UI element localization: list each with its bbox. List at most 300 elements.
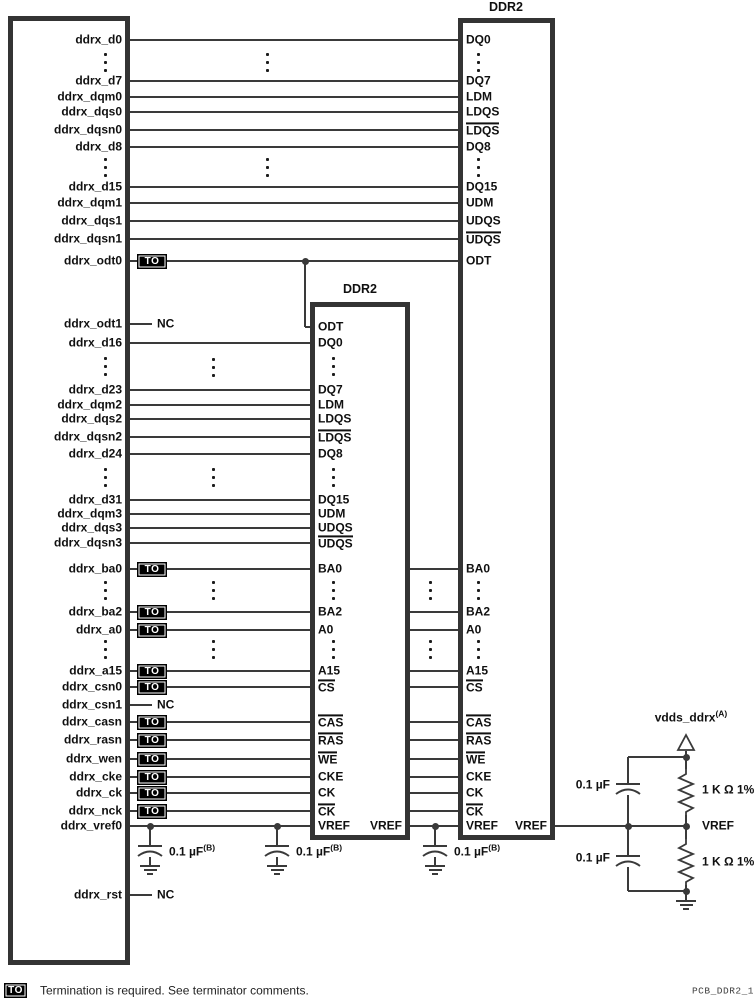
wire — [130, 39, 458, 41]
pin-mid-right-VREF-text: VREF — [369, 818, 402, 833]
wire — [130, 704, 152, 706]
ellipsis-dots — [104, 166, 107, 169]
pin-mid-A15 — [318, 664, 340, 677]
signal-label-ddrx_dqs2 — [61, 412, 122, 425]
ground-symbol — [683, 908, 689, 910]
signal-label-ddrx_dqsn1-text: ddrx_dqsn1 — [53, 231, 122, 246]
pin-right-CK-text: CK — [466, 804, 484, 819]
signal-label-ddrx_ba2-text: ddrx_ba2 — [68, 604, 122, 619]
ellipsis-dots — [266, 53, 269, 56]
wire — [627, 867, 629, 891]
pin-mid-right-VREF — [370, 819, 402, 832]
ellipsis-dots — [212, 484, 215, 487]
pin-mid-RAS-text: RAS — [318, 733, 344, 748]
pin-mid-UDQS-text: UDQS — [318, 536, 353, 551]
vref-node-label — [702, 819, 734, 832]
ellipsis-dots — [104, 174, 107, 177]
pin-right-UDQS — [466, 231, 501, 246]
pin-right-RAS-text: RAS — [466, 733, 492, 748]
ellipsis-dots — [104, 581, 107, 584]
ellipsis-dots — [104, 476, 107, 479]
ellipsis-dots — [429, 581, 432, 584]
ground-symbol — [267, 865, 287, 867]
pin-right-DQ8 — [466, 140, 491, 153]
to-marker: TO — [137, 804, 167, 819]
pin-mid-UDQS — [318, 535, 353, 550]
legend-text: Termination is required. See terminator comments. — [40, 983, 309, 998]
ellipsis-dots — [332, 648, 335, 651]
signal-label-ddrx_dqsn0-text: ddrx_dqsn0 — [53, 122, 122, 137]
signal-label-ddrx_d0-text: ddrx_d0 — [75, 32, 122, 47]
ellipsis-dots — [266, 61, 269, 64]
wire — [130, 96, 458, 98]
signal-label-ddrx_odt1-text: ddrx_odt1 — [63, 316, 122, 331]
to-marker: TO — [137, 786, 167, 801]
pin-right-UDQS-text: UDQS — [466, 232, 501, 247]
ground-symbol — [429, 869, 442, 871]
pin-mid-DQ7-text: DQ7 — [318, 382, 343, 397]
to-marker: TO — [137, 623, 167, 638]
supply-label — [654, 708, 728, 725]
signal-label-ddrx_ck — [76, 786, 122, 799]
wire — [130, 186, 458, 188]
ellipsis-dots — [104, 365, 107, 368]
signal-label-ddrx_d31 — [69, 493, 122, 506]
ellipsis-dots — [429, 656, 432, 659]
ellipsis-dots — [332, 640, 335, 643]
ellipsis-dots — [332, 468, 335, 471]
signal-label-ddrx_dqm0 — [57, 90, 122, 103]
ellipsis-dots — [477, 581, 480, 584]
capacitor — [137, 844, 163, 858]
pin-mid-ODT-text: ODT — [318, 319, 344, 334]
pin-right-VREF-text: VREF — [466, 818, 499, 833]
ellipsis-dots — [477, 656, 480, 659]
signal-label-ddrx_ba0-text: ddrx_ba0 — [68, 561, 122, 576]
supply-label-sup: (A) — [715, 708, 728, 719]
signal-label-ddrx_dqm1-text: ddrx_dqm1 — [57, 195, 122, 210]
signal-label-ddrx_cke — [69, 770, 122, 783]
pin-right-A0 — [466, 623, 481, 636]
pin-right-A15 — [466, 664, 488, 677]
watermark: PCB_DDR2_1 — [691, 985, 754, 997]
signal-label-ddrx_vref0 — [61, 819, 122, 832]
right-chip-title: DDR2 — [488, 0, 524, 15]
pin-mid-CK — [318, 803, 335, 818]
legend-to-marker: TO — [4, 983, 27, 998]
signal-label-ddrx_a15 — [69, 664, 122, 677]
pin-right-DQ15-text: DQ15 — [466, 179, 498, 194]
mid-chip-title: DDR2 — [342, 282, 378, 297]
pin-right-UDM — [466, 196, 493, 209]
signal-label-ddrx_nck — [69, 804, 122, 817]
wire — [410, 721, 458, 723]
pin-right-CK — [466, 786, 483, 799]
pin-mid-LDM — [318, 398, 344, 411]
wire — [130, 894, 152, 896]
pin-mid-UDQS-text: UDQS — [318, 520, 353, 535]
capacitor-label — [169, 842, 216, 859]
pin-mid-DQ8 — [318, 447, 343, 460]
capacitor-label-sup: (B) — [330, 842, 343, 853]
wire — [130, 404, 310, 406]
signal-label-ddrx_dqm2-text: ddrx_dqm2 — [57, 397, 122, 412]
nc-label-ddrx_csn1 — [157, 698, 174, 711]
wire — [304, 261, 306, 327]
signal-label-ddrx_odt0-text: ddrx_odt0 — [63, 253, 122, 268]
pin-right-right-VREF — [515, 819, 547, 832]
pin-right-LDQS-text: LDQS — [466, 123, 500, 138]
pin-right-BA0 — [466, 562, 490, 575]
signal-label-ddrx_ck-text: ddrx_ck — [75, 785, 122, 800]
pin-right-ODT-text: ODT — [466, 253, 492, 268]
wire — [276, 826, 278, 846]
wire — [167, 670, 310, 672]
ground-symbol — [676, 900, 696, 902]
wire — [167, 260, 458, 262]
signal-label-ddrx_a15-text: ddrx_a15 — [69, 663, 122, 678]
signal-label-ddrx_csn1-text: ddrx_csn1 — [61, 697, 122, 712]
ellipsis-dots — [104, 468, 107, 471]
ellipsis-dots — [477, 158, 480, 161]
capacitor-label-sup: (B) — [203, 842, 216, 853]
ellipsis-dots — [429, 597, 432, 600]
signal-label-ddrx_d8 — [75, 140, 122, 153]
signal-label-ddrx_odt0 — [64, 254, 122, 267]
ground-symbol — [680, 904, 693, 906]
capacitor — [264, 844, 290, 858]
signal-label-ddrx_casn-text: ddrx_casn — [61, 714, 122, 729]
pin-mid-LDQS — [318, 412, 351, 425]
nc-label-ddrx_odt1-text: NC — [157, 316, 175, 331]
pin-right-CS-text: CS — [466, 680, 483, 695]
pin-mid-CAS — [318, 714, 343, 729]
pin-mid-A0-text: A0 — [318, 622, 334, 637]
signal-label-ddrx_d16 — [69, 336, 122, 349]
pin-right-DQ7-text: DQ7 — [466, 73, 491, 88]
wire — [130, 220, 458, 222]
signal-label-ddrx_cke-text: ddrx_cke — [69, 769, 122, 784]
signal-label-ddrx_dqsn2-text: ddrx_dqsn2 — [53, 429, 122, 444]
pin-right-BA0-text: BA0 — [466, 561, 491, 576]
wire — [167, 568, 310, 570]
ellipsis-dots — [212, 366, 215, 369]
signal-label-ddrx_d31-text: ddrx_d31 — [68, 492, 122, 507]
wire — [130, 238, 458, 240]
wire — [167, 629, 310, 631]
signal-label-ddrx_dqs3 — [61, 521, 122, 534]
capacitor-label-sup: (B) — [488, 842, 501, 853]
pin-right-CK-text: CK — [466, 785, 484, 800]
wire — [410, 810, 458, 812]
pin-right-CKE-text: CKE — [466, 769, 492, 784]
wire — [130, 527, 310, 529]
wire — [130, 568, 137, 570]
pin-mid-CK — [318, 786, 335, 799]
ellipsis-dots — [477, 640, 480, 643]
wire — [628, 756, 686, 758]
ellipsis-dots — [429, 648, 432, 651]
signal-label-ddrx_d15-text: ddrx_d15 — [68, 179, 122, 194]
nc-label-ddrx_odt1 — [157, 317, 174, 330]
ellipsis-dots — [104, 656, 107, 659]
wire — [130, 80, 458, 82]
pin-right-UDM-text: UDM — [466, 195, 494, 210]
signal-label-ddrx_dqm0-text: ddrx_dqm0 — [57, 89, 122, 104]
pin-right-VREF — [466, 819, 498, 832]
ellipsis-dots — [104, 357, 107, 360]
pin-mid-DQ0-text: DQ0 — [318, 335, 343, 350]
to-marker: TO — [137, 733, 167, 748]
pin-mid-DQ15 — [318, 493, 349, 506]
pin-mid-UDM — [318, 507, 345, 520]
signal-label-ddrx_d8-text: ddrx_d8 — [75, 139, 122, 154]
nc-label-ddrx_rst — [157, 888, 174, 901]
pin-right-DQ0 — [466, 33, 491, 46]
signal-label-ddrx_nck-text: ddrx_nck — [68, 803, 122, 818]
ellipsis-dots — [212, 597, 215, 600]
pin-mid-RAS — [318, 732, 343, 747]
signal-label-ddrx_csn0-text: ddrx_csn0 — [61, 679, 122, 694]
wire — [130, 323, 152, 325]
pin-right-A15-text: A15 — [466, 663, 489, 678]
ground-symbol — [144, 869, 157, 871]
wire — [410, 739, 458, 741]
ground-symbol — [425, 865, 445, 867]
signal-label-ddrx_dqm1 — [57, 196, 122, 209]
pin-right-CAS-text: CAS — [466, 715, 492, 730]
pin-mid-CS-text: CS — [318, 680, 335, 695]
pin-right-DQ15 — [466, 180, 497, 193]
ellipsis-dots — [212, 476, 215, 479]
pin-mid-DQ8-text: DQ8 — [318, 446, 343, 461]
capacitor-label — [296, 842, 343, 859]
ellipsis-dots — [477, 597, 480, 600]
ellipsis-dots — [477, 69, 480, 72]
signal-label-ddrx_wen-text: ddrx_wen — [65, 751, 122, 766]
ellipsis-dots — [429, 640, 432, 643]
pin-right-DQ7 — [466, 74, 491, 87]
wire — [130, 721, 137, 723]
wire — [627, 827, 629, 856]
signal-label-ddrx_d24-text: ddrx_d24 — [68, 446, 122, 461]
divider-cap-label-text: 0.1 µF — [575, 850, 610, 865]
ellipsis-dots — [212, 581, 215, 584]
signal-label-ddrx_rasn — [64, 733, 122, 746]
ellipsis-dots — [104, 648, 107, 651]
wire — [410, 758, 458, 760]
signal-label-ddrx_dqm2 — [57, 398, 122, 411]
signal-label-ddrx_dqs1 — [61, 214, 122, 227]
pin-right-LDM-text: LDM — [466, 89, 492, 104]
ellipsis-dots — [266, 69, 269, 72]
pin-right-BA2-text: BA2 — [466, 604, 491, 619]
divider-cap-label — [576, 851, 610, 864]
ground-symbol — [274, 873, 280, 875]
signal-label-ddrx_rst-text: ddrx_rst — [73, 887, 122, 902]
ellipsis-dots — [212, 589, 215, 592]
signal-label-ddrx_csn1 — [62, 698, 122, 711]
ellipsis-dots — [332, 656, 335, 659]
supply-label-text: vdds_ddrx — [654, 710, 716, 725]
wire — [130, 776, 137, 778]
pin-mid-DQ7 — [318, 383, 343, 396]
ellipsis-dots — [332, 357, 335, 360]
ellipsis-dots — [104, 589, 107, 592]
wire — [130, 670, 137, 672]
wire — [167, 739, 310, 741]
wire — [130, 499, 310, 501]
wire — [167, 758, 310, 760]
wire — [130, 792, 137, 794]
pin-right-WE — [466, 751, 485, 766]
wire — [167, 686, 310, 688]
ellipsis-dots — [104, 597, 107, 600]
pin-mid-UDM-text: UDM — [318, 506, 346, 521]
ellipsis-dots — [212, 640, 215, 643]
ellipsis-dots — [212, 358, 215, 361]
ellipsis-dots — [477, 589, 480, 592]
divider-resistor-label-text: 1 K Ω 1% — [702, 854, 755, 869]
capacitor-label-text: 0.1 µF — [296, 844, 331, 859]
pin-mid-CKE — [318, 770, 343, 783]
wire — [130, 453, 310, 455]
wire — [130, 611, 137, 613]
pin-mid-ODT — [318, 320, 343, 333]
pin-right-DQ8-text: DQ8 — [466, 139, 491, 154]
to-marker: TO — [137, 752, 167, 767]
ellipsis-dots — [266, 174, 269, 177]
pin-mid-CS — [318, 679, 335, 694]
pin-right-right-VREF-text: VREF — [514, 818, 547, 833]
signal-label-ddrx_dqs2-text: ddrx_dqs2 — [61, 411, 122, 426]
wire — [130, 542, 310, 544]
signal-label-ddrx_dqsn2 — [54, 430, 122, 443]
pin-right-CAS — [466, 714, 491, 729]
pin-right-CS — [466, 679, 483, 694]
to-marker: TO — [137, 254, 167, 269]
pin-right-LDQS-text: LDQS — [466, 104, 500, 119]
signal-label-ddrx_d0 — [75, 33, 122, 46]
signal-label-ddrx_odt1 — [64, 317, 122, 330]
wire — [410, 792, 458, 794]
wire — [627, 757, 629, 784]
wire — [167, 721, 310, 723]
signal-label-ddrx_d24 — [69, 447, 122, 460]
signal-label-ddrx_dqs1-text: ddrx_dqs1 — [61, 213, 122, 228]
pin-right-BA2 — [466, 605, 490, 618]
ellipsis-dots — [266, 166, 269, 169]
pin-mid-CAS-text: CAS — [318, 715, 344, 730]
pin-right-UDQS-text: UDQS — [466, 213, 501, 228]
to-marker: TO — [137, 770, 167, 785]
pin-right-ODT — [466, 254, 491, 267]
pin-mid-A15-text: A15 — [318, 663, 341, 678]
ellipsis-dots — [332, 373, 335, 376]
ellipsis-dots — [104, 484, 107, 487]
pin-mid-LDQS-text: LDQS — [318, 411, 352, 426]
power-triangle — [677, 733, 695, 752]
wire — [685, 757, 687, 769]
divider-resistor-label — [702, 783, 754, 796]
ellipsis-dots — [104, 61, 107, 64]
signal-label-ddrx_d16-text: ddrx_d16 — [68, 335, 122, 350]
ellipsis-dots — [332, 365, 335, 368]
wire — [555, 825, 687, 827]
pin-mid-A0 — [318, 623, 333, 636]
signal-label-ddrx_dqs0 — [61, 105, 122, 118]
wire — [130, 825, 310, 827]
pin-mid-DQ15-text: DQ15 — [318, 492, 350, 507]
signal-label-ddrx_ba0 — [69, 562, 122, 575]
wire — [130, 389, 310, 391]
resistor — [677, 769, 695, 815]
ground-symbol — [271, 869, 284, 871]
wire — [130, 111, 458, 113]
ground-symbol — [140, 865, 160, 867]
to-marker: TO — [137, 664, 167, 679]
signal-label-ddrx_dqs3-text: ddrx_dqs3 — [61, 520, 122, 535]
wire — [434, 826, 436, 846]
ellipsis-dots — [477, 53, 480, 56]
pin-right-CKE — [466, 770, 491, 783]
wire — [130, 739, 137, 741]
ground-symbol — [147, 873, 153, 875]
pin-mid-VREF-text: VREF — [318, 818, 351, 833]
wire — [410, 670, 458, 672]
divider-resistor-label — [702, 855, 754, 868]
ellipsis-dots — [266, 158, 269, 161]
pin-mid-BA0-text: BA0 — [318, 561, 343, 576]
signal-label-ddrx_vref0-text: ddrx_vref0 — [60, 818, 122, 833]
capacitor — [615, 782, 641, 796]
pin-mid-CK-text: CK — [318, 804, 336, 819]
wire — [130, 758, 137, 760]
pin-right-CK — [466, 803, 483, 818]
wire — [130, 342, 310, 344]
wire — [130, 146, 458, 148]
pin-mid-BA2-text: BA2 — [318, 604, 343, 619]
ground-symbol — [432, 873, 438, 875]
wire — [410, 776, 458, 778]
ellipsis-dots — [332, 476, 335, 479]
signal-label-ddrx_dqsn0 — [54, 123, 122, 136]
pin-mid-UDQS — [318, 521, 353, 534]
wire — [130, 436, 310, 438]
signal-label-ddrx_d23-text: ddrx_d23 — [68, 382, 122, 397]
pin-right-LDQS — [466, 122, 499, 137]
signal-label-ddrx_wen — [66, 752, 122, 765]
signal-label-ddrx_ba2 — [69, 605, 122, 618]
wire — [130, 629, 137, 631]
signal-label-ddrx_dqs0-text: ddrx_dqs0 — [61, 104, 122, 119]
nc-label-ddrx_csn1-text: NC — [157, 697, 175, 712]
nc-label-ddrx_rst-text: NC — [157, 887, 175, 902]
pin-right-LDQS — [466, 105, 499, 118]
ellipsis-dots — [429, 589, 432, 592]
resistor — [677, 839, 695, 885]
ellipsis-dots — [104, 69, 107, 72]
ellipsis-dots — [212, 656, 215, 659]
ellipsis-dots — [212, 374, 215, 377]
to-marker: TO — [137, 715, 167, 730]
ellipsis-dots — [477, 648, 480, 651]
to-marker: TO — [137, 680, 167, 695]
wire — [410, 686, 458, 688]
ellipsis-dots — [477, 61, 480, 64]
ellipsis-dots — [212, 468, 215, 471]
wire — [130, 513, 310, 515]
